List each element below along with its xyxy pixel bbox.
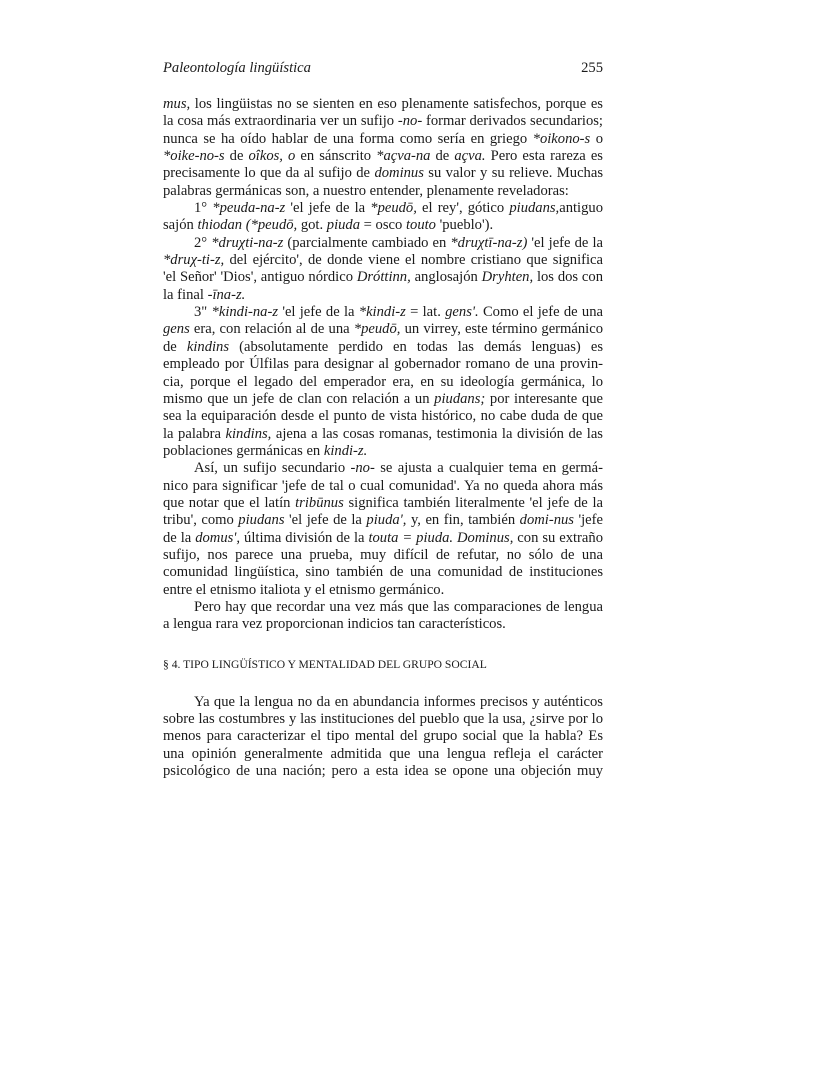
italic-term: -no-	[397, 113, 423, 130]
italic-term: piudans;	[434, 390, 486, 407]
italic-term: piudans,	[509, 200, 560, 217]
italic-term: piudans	[238, 512, 285, 529]
text-run: 2°	[194, 234, 212, 251]
italic-term: tribūnus	[295, 494, 344, 511]
text-run: ajena a las cosas romanas, testimonia la división de las poblaciones germánicas en	[163, 425, 603, 459]
italic-term: *oike-no-s	[163, 148, 225, 165]
text-run: última división de la	[240, 529, 369, 546]
italic-term: *peudō,	[353, 321, 401, 338]
italic-term: touta = piuda. Dominus,	[368, 529, 514, 546]
italic-term: *kindi-z	[358, 304, 406, 321]
text-run: Así, un sufijo secundario	[194, 460, 351, 477]
italic-term: oîkos, o	[248, 148, 296, 165]
paragraph	[163, 96, 603, 200]
section-body-text	[163, 694, 603, 781]
italic-term: piuda	[326, 217, 361, 234]
text-run: (parcialmente cambiado en	[283, 234, 451, 251]
italic-term: thiodan (*peudō,	[197, 217, 298, 234]
running-head	[163, 60, 603, 82]
section-heading: § 4. TIPO LINGÜÍSTICO Y MENTALIDAD DEL GRUPO SOCIAL	[163, 657, 487, 671]
italic-term: Dróttinn,	[356, 269, 411, 286]
text-run: (absolutamente perdido en todas las demás lenguas) es empleado por Úlfilas para designar al gobernador romano de una provincia, porque el legado del emperador era, en su ideología germánica, lo mismo que un jefe de clan con relación a un	[163, 338, 603, 407]
italic-term: touto	[405, 217, 436, 234]
italic-term: -īna-z.	[207, 286, 246, 303]
italic-term: dominus	[374, 165, 424, 182]
text-run: de	[224, 148, 249, 165]
text-run: los lingüistas no se sienten en eso plenamente satisfechos, porque es la cosa más extraordinaria ver un sufijo	[163, 96, 603, 130]
italic-term: mus,	[163, 96, 191, 112]
paragraph	[163, 235, 603, 304]
text-run: 'el jefe de la	[278, 304, 359, 321]
running-head-title: Paleontología lingüística	[163, 60, 311, 76]
text-run: Ya que la lengua no da en abundancia informes precisos y auténticos sobre las costumbres y las instituciones del pueblo que la usa, ¿sirve por lo menos para caracterizar el tipo mental del grupo social que la habla? Es una opinión generalmente admitida que una lengua refleja el carácter psicológico de una nación; pero a esta idea se opone una objeción muy	[163, 693, 603, 780]
text-run: con su extraño sufijo, nos parece una prueba, muy difícil de refutar, no sólo de una comunidad lingüística, sino también de una comunidad de instituciones entre el etnismo italiota y el etnismo germánico.	[163, 529, 603, 598]
text-run: los dos con la final	[163, 269, 603, 303]
paragraph	[163, 304, 603, 460]
italic-term: Dryhten,	[481, 269, 534, 286]
text-run: antiguo sajón	[163, 200, 603, 234]
text-run: el rey', gótico	[416, 200, 510, 217]
italic-term: kindins,	[225, 425, 272, 442]
italic-term: açva.	[454, 148, 486, 165]
page-number: 255	[581, 60, 603, 76]
italic-term: *peudō,	[370, 200, 417, 217]
text-run: = osco	[360, 217, 406, 234]
text-run: Pero esta rareza es precisamente lo que da al sufijo de	[163, 148, 603, 182]
text-run: en sánscrito	[295, 148, 377, 165]
italic-term: kindi-z.	[323, 442, 368, 459]
text-run: de	[430, 148, 455, 165]
text-run: y, en fin, también	[406, 512, 520, 529]
italic-term: *druχtī-na-z)	[450, 234, 528, 251]
italic-term: *peuda-na-z	[212, 200, 286, 217]
text-run: = lat.	[405, 304, 446, 321]
italic-term: *açva-na	[376, 148, 431, 165]
text-run: significa también literalmente 'el jefe de la tribu', como	[163, 494, 604, 529]
italic-term: domi-nus	[519, 512, 574, 529]
text-run: o	[590, 130, 603, 147]
paragraph	[163, 200, 603, 235]
text-run: un virrey, este término germánico de	[163, 321, 603, 355]
text-run: Como el jefe de una	[478, 304, 603, 321]
text-run: 'jefe de la	[163, 512, 603, 546]
body-text	[163, 96, 603, 634]
paragraph	[163, 460, 603, 599]
text-run: se ajusta a cualquier tema en germánico para significar 'jefe de tal o cual comunidad'. Ya no queda ahora más que notar que el latín	[163, 460, 603, 511]
text-run: got.	[297, 217, 327, 234]
italic-term: gens'.	[445, 304, 479, 321]
italic-term: *oikono-s	[532, 130, 591, 147]
text-run: del ejército', de donde viene el nombre cristiano que significa 'el Señor' 'Dios', antiguo nórdico	[163, 252, 603, 286]
text-run: 'el jefe de la	[285, 200, 371, 217]
text-run: anglosajón	[410, 269, 482, 286]
text-run: 'el jefe de la	[527, 234, 603, 251]
italic-term: domus',	[195, 529, 241, 546]
italic-term: -no-	[350, 460, 375, 477]
italic-term: kindins	[186, 338, 230, 355]
italic-term: *kindi-na-z	[211, 304, 279, 321]
book-page	[163, 60, 603, 780]
text-run: 'pueblo').	[435, 217, 494, 234]
italic-term: gens	[163, 321, 190, 338]
text-run: era, con relación al de una	[189, 321, 354, 338]
paragraph	[163, 599, 603, 634]
text-run: Pero hay que recordar una vez más que las comparaciones de lengua a lengua rara vez proporcionan indicios tan característicos.	[163, 598, 603, 633]
paragraph	[163, 694, 603, 781]
text-run: 1°	[194, 200, 213, 217]
text-run: 'el jefe de la	[284, 512, 367, 529]
text-run: por interesante que sea la equiparación desde el punto de vista histórico, no cabe duda de que la palabra	[163, 390, 603, 442]
text-run: su valor y su relieve. Muchas palabras germánicas son, a nuestro entender, plenamente reveladoras:	[163, 165, 604, 199]
text-run: 3"	[194, 304, 212, 321]
italic-term: *druχti-na-z	[211, 234, 284, 251]
italic-term: piuda',	[366, 512, 407, 529]
text-run: formar derivados secundarios; nunca se ha oído hablar de una forma como sería en griego	[163, 113, 603, 147]
italic-term: *druχ-ti-z,	[163, 252, 225, 269]
